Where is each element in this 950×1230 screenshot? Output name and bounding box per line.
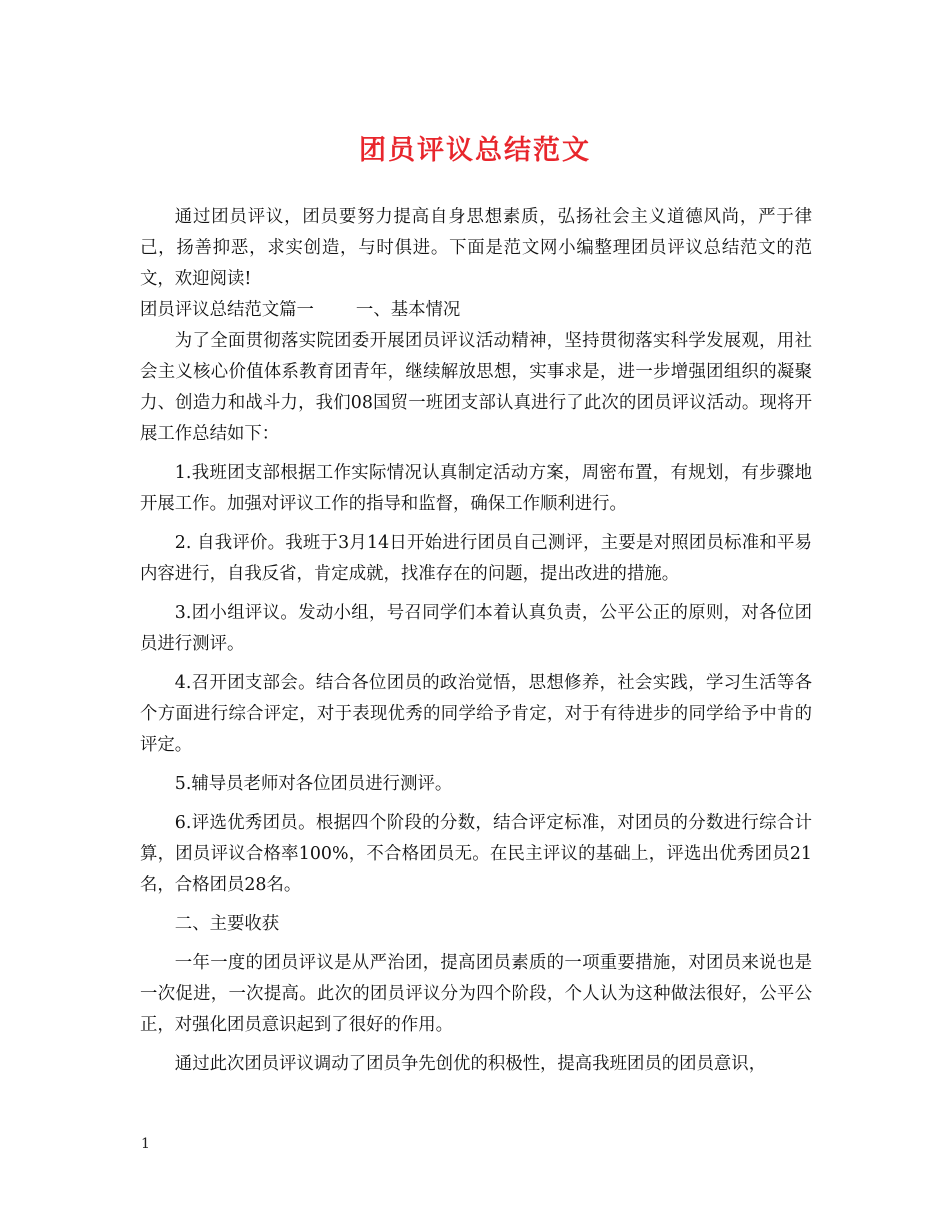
paragraph: 3.团小组评议。发动小组，号召同学们本着认真负责，公平公正的原则，对各位团员进行测评。 — [140, 603, 812, 654]
document-title: 团员评议总结范文 — [359, 135, 591, 166]
paragraph: 一年一度的团员评议是从严治团，提高团员素质的一项重要措施，对团员来说也是一次促进，一次提高。此次的团员评议分为四个阶段，个人认为这种做法很好，公平公正，对强化团员意识起到了很好的作用。 — [140, 953, 812, 1035]
paragraph: 5.辅导员老师对各位团员进行测评。 — [174, 774, 453, 794]
paragraph: 通过此次团员评议调动了团员争先创优的积极性，提高我班团员的团员意识， — [174, 1054, 767, 1074]
paragraph: 6.评选优秀团员。根据四个阶段的分数，结合评定标准，对团员的分数进行综合计算，团员评议合格率100%，不合格团员无。在民主评议的基础上，评选出优秀团员21名，合格团员28名。 — [140, 813, 812, 895]
intro-paragraph: 通过团员评议，团员要努力提高自身思想素质，弘扬社会主义道德风尚，严于律己，扬善抑恶，求实创造，与时俱进。下面是范文网小编整理团员评议总结范文的范文，欢迎阅读! — [140, 207, 812, 289]
section-header-right: 一、基本情况 — [355, 300, 461, 320]
paragraph: 4.召开团支部会。结合各位团员的政治觉悟，思想修养，社会实践，学习生活等各个方面进行综合评定，对于表现优秀的同学给予肯定，对于有待进步的同学给予中肯的评定。 — [140, 673, 812, 755]
paragraph: 1.我班团支部根据工作实际情况认真制定活动方案，周密布置，有规划，有步骤地开展工作。加强对评议工作的指导和监督，确保工作顺利进行。 — [140, 463, 812, 514]
paragraph: 为了全面贯彻落实院团委开展团员评议活动精神，坚持贯彻落实科学发展观，用社会主义核心价值体系教育团青年，继续解放思想，实事求是，进一步增强团组织的凝聚力、创造力和战斗力，我们08国贸一班团支部认真进行了此次的团员评议活动。现将开展工作总结如下： — [140, 331, 812, 444]
section-heading: 二、主要收获 — [174, 914, 280, 934]
paragraph: 2. 自我评价。我班于3月14日开始进行团员自己测评，主要是对照团员标准和平易内容进行，自我反省，肯定成就，找准存在的问题，提出改进的措施。 — [140, 533, 812, 584]
page-number: 1 — [141, 1136, 150, 1152]
document-body — [140, 202, 812, 1080]
section-header-left: 团员评议总结范文篇一 — [140, 300, 314, 320]
section-header — [140, 295, 812, 326]
